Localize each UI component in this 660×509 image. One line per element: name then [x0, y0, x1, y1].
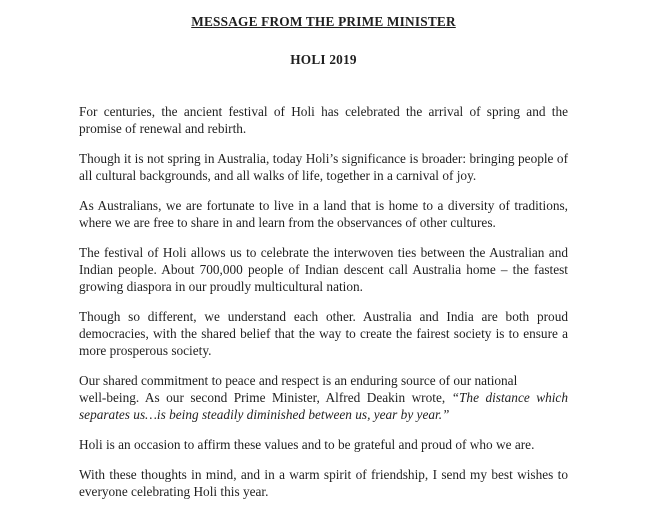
paragraph-text-run: With these thoughts in mind, and in a warm spirit of friendship, I send my best wishes to everyone celebrating Holi this year.	[79, 467, 568, 499]
paragraph-text-run: Our shared commitment to peace and respect is an enduring source of our national	[79, 373, 518, 388]
paragraph-6	[79, 372, 568, 423]
paragraph-5	[79, 308, 568, 359]
paragraph-text-run: Though so different, we understand each other. Australia and India are both proud democracies, with the shared belief that the way to create the fairest society is to ensure a more prosperous society.	[79, 309, 568, 358]
document-body	[79, 103, 568, 500]
paragraph-text-run: For centuries, the ancient festival of Holi has celebrated the arrival of spring and the promise of renewal and rebirth.	[79, 104, 568, 136]
paragraph-text-run: Though it is not spring in Australia, today Holi’s significance is broader: bringing people of all cultural backgrounds, and all walks of life, together in a carnival of joy.	[79, 151, 568, 183]
paragraph-4	[79, 244, 568, 295]
paragraph-8	[79, 466, 568, 500]
paragraph-1	[79, 103, 568, 137]
document-title: MESSAGE FROM THE PRIME MINISTER	[191, 14, 456, 29]
paragraph-text-run: Holi is an occasion to affirm these values and to be grateful and proud of who we are.	[79, 437, 535, 452]
paragraph-text-run: The festival of Holi allows us to celebrate the interwoven ties between the Australian and Indian people. About 700,000 people of Indian descent call Australia home – the fastest growing diaspora in our proudly multicultural nation.	[79, 245, 568, 294]
paragraph-3	[79, 197, 568, 231]
paragraph-quote-run: “The distance which separates us…is being steadily diminished between us, year by year.”	[79, 390, 568, 422]
document-subtitle: HOLI 2019	[290, 52, 357, 67]
paragraph-7	[79, 436, 568, 453]
paragraph-text-run: well-being. As our second Prime Minister, Alfred Deakin wrote,	[79, 390, 452, 405]
paragraph-2	[79, 150, 568, 184]
paragraph-text-run: As Australians, we are fortunate to live in a land that is home to a diversity of traditions, where we are free to share in and learn from the observances of other cultures.	[79, 198, 568, 230]
